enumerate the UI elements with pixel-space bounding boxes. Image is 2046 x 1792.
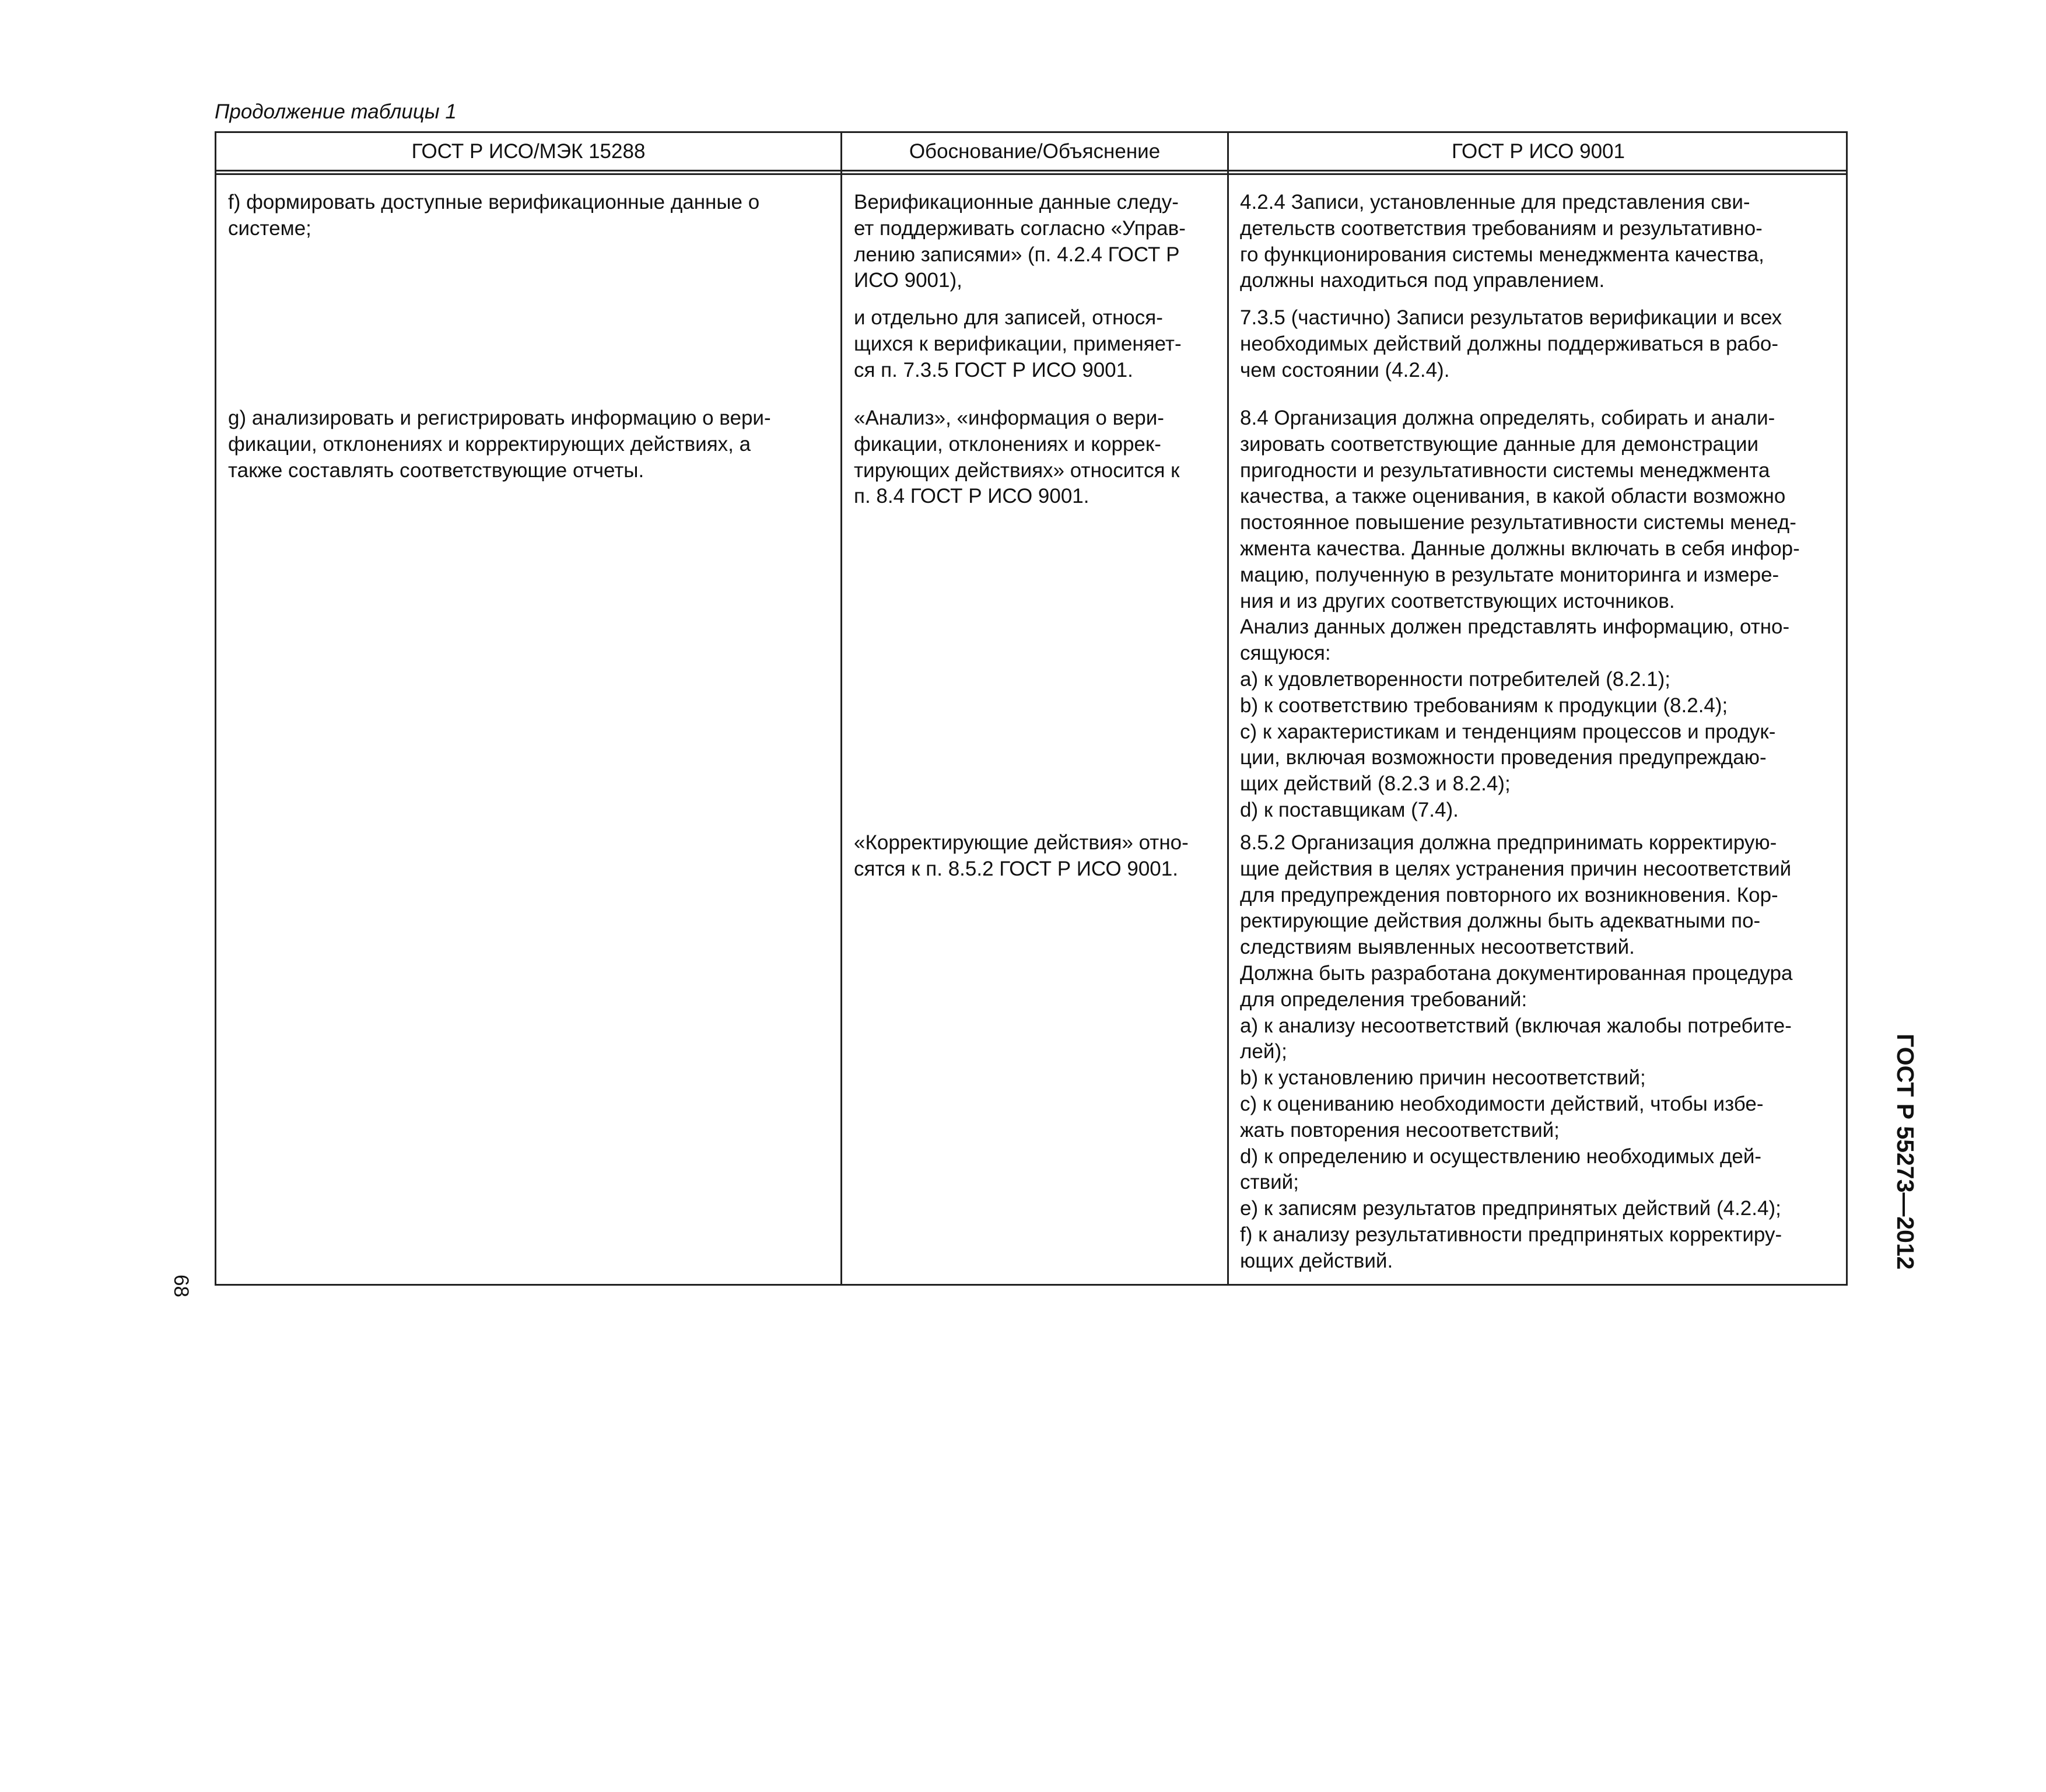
text-line: следствиям выявленных несоответствий. [1240, 936, 1635, 959]
text-line: для предупреждения повторного их возникновения. Кор- [1240, 883, 1778, 907]
text-line: лению записями» (п. 4.2.4 ГОСТ Р [854, 243, 1180, 266]
text-line: b) к установлению причин несоответствий; [1240, 1066, 1646, 1090]
text-line: ректирующие действия должны быть адекватными по- [1240, 909, 1761, 933]
text-line: b) к соответствию требованиям к продукции (8.2.4); [1240, 694, 1728, 717]
justification-verification-text [854, 305, 1215, 383]
text-line: фикации, отклонениях и коррек- [854, 432, 1161, 456]
text-line: п. 8.4 ГОСТ Р ИСО 9001. [854, 485, 1089, 508]
text-line: жать повторения несоответствий; [1240, 1118, 1560, 1142]
iso9001-clause-852-text [1240, 830, 1835, 1275]
text-line: сящуюся: [1240, 642, 1331, 665]
text-line: g) анализировать и регистрировать информацию о вери- [228, 407, 771, 429]
text-line: должны находиться под управлением. [1240, 269, 1605, 292]
text-line: f) формировать доступные верификационные данные о [228, 191, 760, 214]
text-line: щие действия в целях устранения причин несоответствий [1240, 857, 1792, 880]
text-line: ции, включая возможности проведения предупреждаю- [1240, 746, 1767, 769]
standards-table [215, 131, 1848, 1286]
clause-g-text [228, 405, 829, 484]
text-line: 8.4 Организация должна определять, собирать и анали- [1240, 407, 1775, 429]
column-divider [1227, 133, 1229, 1284]
text-line: чем состоянии (4.2.4). [1240, 358, 1450, 382]
text-line: системе; [228, 216, 311, 240]
text-line: f) к анализу результативности предпринятых корректиру- [1240, 1223, 1782, 1246]
text-line: a) к удовлетворенности потребителей (8.2.1); [1240, 667, 1670, 691]
text-line: 8.5.2 Организация должна предпринимать корректирую- [1240, 831, 1777, 854]
text-line: постоянное повышение результативности системы менед- [1240, 511, 1796, 534]
text-line: 4.2.4 Записи, установленные для представления сви- [1240, 191, 1750, 214]
header-gost-iso-iec-15288: ГОСТ Р ИСО/МЭК 15288 [411, 139, 646, 163]
text-line: зировать соответствующие данные для демонстрации [1240, 432, 1759, 456]
text-line: детельств соответствия требованиям и результативно- [1240, 216, 1763, 240]
header-justification: Обоснование/Объяснение [909, 139, 1161, 163]
text-line: также составлять соответствующие отчеты. [228, 459, 644, 482]
text-line: «Корректирующие действия» отно- [854, 831, 1189, 854]
text-line: Верификационные данные следу- [854, 191, 1179, 214]
table-header-row [216, 133, 1846, 175]
iso9001-clause-735-text [1240, 305, 1835, 383]
table-caption: Продолжение таблицы 1 [215, 100, 457, 123]
text-line: ИСО 9001), [854, 269, 962, 292]
text-line: щих действий (8.2.3 и 8.2.4); [1240, 772, 1511, 796]
text-line: лей); [1240, 1040, 1287, 1063]
text-line: для определения требований: [1240, 988, 1528, 1011]
text-line: Анализ данных должен представлять информацию, отно- [1240, 615, 1790, 639]
text-line: c) к характеристикам и тенденциям процессов и продук- [1240, 720, 1776, 743]
text-line: d) к поставщикам (7.4). [1240, 798, 1459, 821]
text-line: 7.3.5 (частично) Записи результатов верификации и всех [1240, 306, 1782, 329]
text-line: c) к оцениванию необходимости действий, чтобы избе- [1240, 1092, 1764, 1115]
text-line: e) к записям результатов предпринятых действий (4.2.4); [1240, 1197, 1781, 1220]
text-line: ся п. 7.3.5 ГОСТ Р ИСО 9001. [854, 358, 1133, 382]
text-line: мацию, полученную в результате мониторинга и измере- [1240, 563, 1779, 586]
clause-f-text [228, 190, 829, 242]
text-line: ет поддерживать согласно «Управ- [854, 216, 1186, 240]
text-line: щихся к верификации, применяет- [854, 332, 1182, 355]
text-line: жмента качества. Данные должны включать в себя инфор- [1240, 537, 1800, 560]
iso9001-clause-424-text [1240, 190, 1835, 294]
document-identifier: ГОСТ Р 55273—2012 [1892, 1034, 1919, 1270]
text-line: ствий; [1240, 1171, 1299, 1194]
text-line: ющих действий. [1240, 1249, 1393, 1272]
justification-records-text [854, 190, 1215, 294]
page-number: 68 [170, 1275, 192, 1297]
justification-corrective-text [854, 830, 1215, 883]
text-line: d) к определению и осуществлению необходимых дей- [1240, 1144, 1762, 1168]
text-line: a) к анализу несоответствий (включая жалобы потребите- [1240, 1014, 1792, 1037]
header-gost-iso-9001: ГОСТ Р ИСО 9001 [1452, 139, 1625, 163]
text-line: ния и из других соответствующих источников. [1240, 589, 1675, 612]
text-line: необходимых действий должны поддерживаться в рабо- [1240, 332, 1779, 355]
text-line: пригодности и результативности системы менеджмента [1240, 459, 1770, 482]
justification-analysis-text [854, 405, 1215, 510]
text-line: сятся к п. 8.5.2 ГОСТ Р ИСО 9001. [854, 857, 1178, 880]
column-divider [840, 133, 842, 1284]
text-line: «Анализ», «информация о вери- [854, 407, 1164, 429]
text-line: тирующих действиях» относится к [854, 459, 1180, 482]
text-line: Должна быть разработана документированная процедура [1240, 961, 1793, 985]
text-line: качества, а также оценивания, в какой области возможно [1240, 485, 1786, 508]
text-line: фикации, отклонениях и корректирующих действиях, а [228, 432, 751, 456]
text-line: го функционирования системы менеджмента качества, [1240, 243, 1764, 266]
text-line: и отдельно для записей, относя- [854, 306, 1163, 329]
iso9001-clause-84-text [1240, 405, 1835, 824]
